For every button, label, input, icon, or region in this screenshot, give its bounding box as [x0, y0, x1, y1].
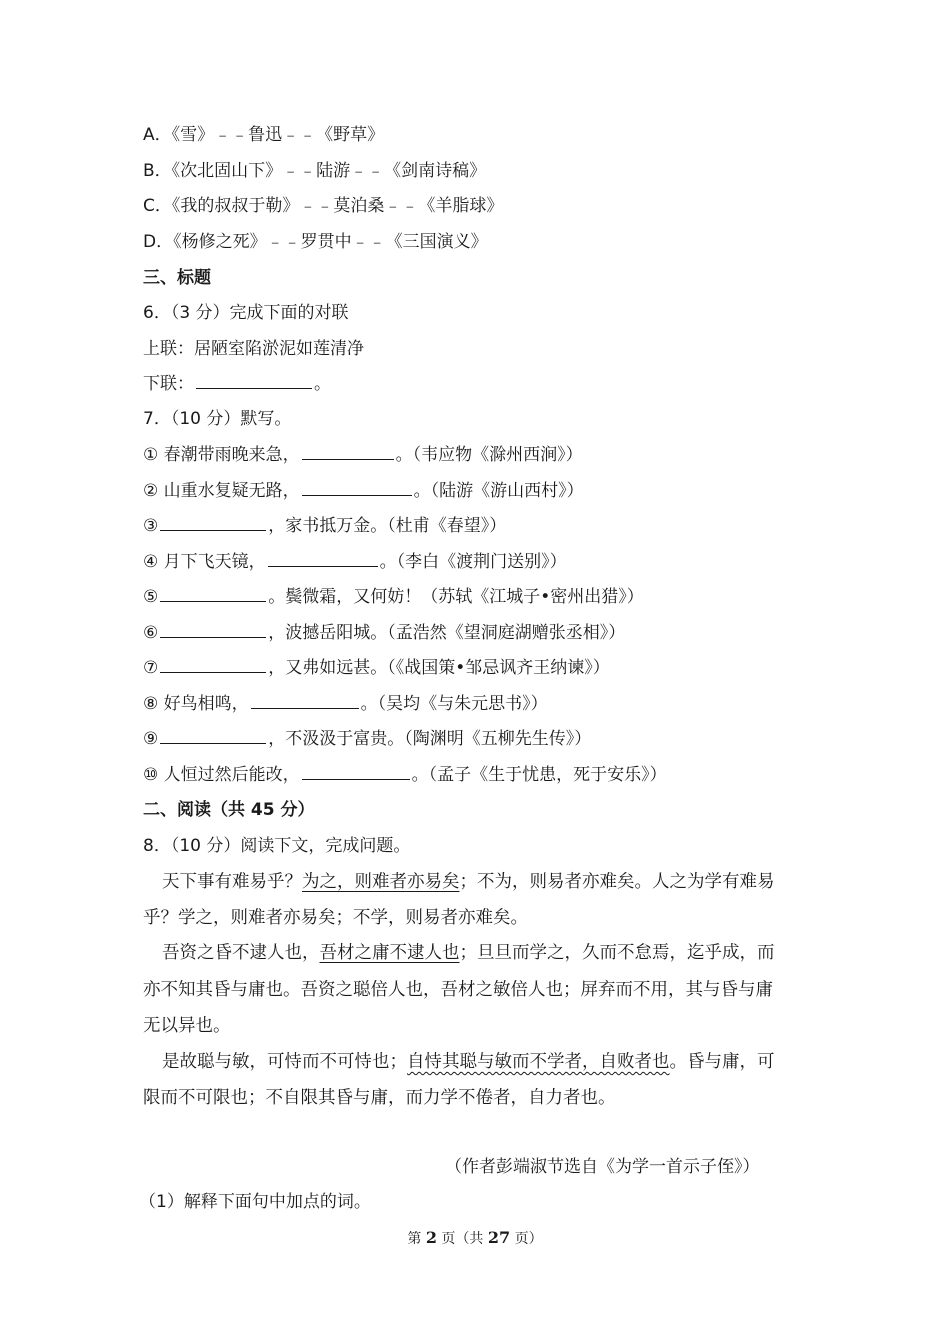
q7-item-post: 。（孟子《生于忧患，死于安乐》）	[411, 765, 667, 785]
q7-item-pre: ③	[143, 516, 159, 536]
passage-source: （作者彭端淑节选自《为学一首示子侄》）	[445, 1157, 760, 1177]
total-pages: 27	[487, 1228, 511, 1247]
q7-item-post: ，又弗如远甚。（《战国策•邹忌讽齐王纳谏》）	[268, 658, 610, 678]
q7-blank[interactable]	[268, 550, 378, 567]
q7-item-pre: ⑤	[143, 587, 159, 607]
passage-text: ；不为，则易者亦难矣。人之为学有难易	[459, 872, 775, 892]
passage-text: 是故聪与敏，可恃而不可恃也；	[162, 1052, 407, 1072]
passage-text: 天下事有难易乎？	[162, 872, 302, 892]
footer-text: 第	[407, 1231, 426, 1247]
q6-stem: 6．（3 分）完成下面的对联	[143, 303, 349, 323]
q7-item-pre: ⑨	[143, 729, 159, 749]
q7-item-post: 。（吴均《与朱元思书》）	[360, 694, 548, 714]
q7-item	[143, 621, 625, 645]
q8-subquestion-1: （1）解释下面句中加点的词。	[139, 1192, 371, 1212]
q6-lower-prefix: 下联：	[143, 374, 194, 394]
q7-item-post: 。（李白《渡荆门送别》）	[379, 552, 567, 572]
q7-blank[interactable]	[302, 479, 412, 496]
q7-stem: 7．（10 分）默写。	[143, 409, 292, 429]
q7-item	[143, 692, 548, 716]
q7-item-pre: ② 山重水复疑无路，	[143, 481, 300, 501]
q7-blank[interactable]	[251, 692, 359, 709]
q7-blank[interactable]	[160, 621, 266, 638]
q7-item	[143, 443, 583, 467]
passage-line: 无以异也。	[143, 1016, 231, 1036]
wavy-underlined-sentence: 自恃其聪与敏而不学者，自败者也	[407, 1052, 670, 1072]
q7-item	[143, 763, 667, 787]
q7-item-pre: ⑥	[143, 623, 159, 643]
page-footer	[0, 1228, 950, 1249]
passage-line: 限而不可限也；不自限其昏与庸，而力学不倦者，自力者也。	[143, 1088, 616, 1108]
passage-line: 亦不知其昏与庸也。吾资之聪倍人也，吾材之敏倍人也；屏弃而不用，其与昏与庸	[143, 980, 773, 1000]
option-a: A．《雪》﹣﹣鲁迅﹣﹣《野草》	[143, 125, 385, 145]
q6-upper-couplet: 上联：居陋室陷淤泥如莲清净	[143, 339, 364, 359]
q7-item-post: ，不汲汲于富贵。（陶渊明《五柳先生传》）	[268, 729, 592, 749]
underlined-sentence: 吾材之庸不逮人也	[319, 943, 460, 963]
q7-item	[143, 656, 610, 680]
q7-item	[143, 550, 567, 574]
passage-line	[162, 1050, 775, 1074]
passage-text: ；旦旦而学之，久而不怠焉，迄乎成，而	[459, 943, 775, 963]
q7-item-post: ，家书抵万金。（杜甫《春望》）	[268, 516, 507, 536]
option-b: B．《次北固山下》﹣﹣陆游﹣﹣《剑南诗稿》	[143, 161, 487, 181]
q7-item-pre: ⑧ 好鸟相鸣，	[143, 694, 249, 714]
q7-blank[interactable]	[160, 656, 266, 673]
passage-line	[162, 941, 775, 965]
q7-blank[interactable]	[160, 514, 266, 531]
q7-item	[143, 514, 506, 538]
section-2-heading: 二、阅读（共 45 分）	[143, 800, 315, 820]
q7-item-post: ，波撼岳阳城。（孟浩然《望洞庭湖赠张丞相》）	[268, 623, 626, 643]
footer-text: 页）	[510, 1231, 543, 1247]
q7-item	[143, 727, 591, 751]
q6-lower-suffix: 。	[314, 374, 331, 394]
q7-item-post: 。（韦应物《滁州西涧》）	[395, 445, 583, 465]
q7-item	[143, 479, 584, 503]
q7-blank[interactable]	[160, 585, 266, 602]
q7-item	[143, 585, 644, 609]
q7-item-pre: ⑩ 人恒过然后能改，	[143, 765, 300, 785]
q6-answer-blank[interactable]	[196, 372, 312, 389]
option-c: C．《我的叔叔于勒》﹣﹣莫泊桑﹣﹣《羊脂球》	[143, 196, 504, 216]
passage-text: 。昏与庸，可	[669, 1052, 775, 1072]
option-d: D．《杨修之死》﹣﹣罗贯中﹣﹣《三国演义》	[143, 232, 488, 252]
q7-item-post: 。鬓微霜，又何妨！（苏轼《江城子•密州出猎》）	[268, 587, 644, 607]
q8-stem: 8．（10 分）阅读下文，完成问题。	[143, 836, 411, 856]
page-number: 2	[425, 1228, 437, 1247]
underlined-sentence: 为之，则难者亦易矣	[302, 872, 460, 892]
passage-line	[162, 870, 775, 894]
q6-lower-couplet	[143, 372, 331, 396]
q7-item-pre: ⑦	[143, 658, 159, 678]
passage-line: 乎？学之，则难者亦易矣；不学，则易者亦难矣。	[143, 908, 528, 928]
q7-item-pre: ④ 月下飞天镜，	[143, 552, 266, 572]
passage-text: 吾资之昏不逮人也，	[162, 943, 320, 963]
q7-item-pre: ① 春潮带雨晚来急，	[143, 445, 300, 465]
q7-blank[interactable]	[160, 727, 266, 744]
q7-item-post: 。（陆游《游山西村》）	[413, 481, 584, 501]
footer-text: 页（共	[436, 1231, 488, 1247]
section-3-heading: 三、标题	[143, 268, 211, 288]
q7-blank[interactable]	[302, 443, 394, 460]
q7-blank[interactable]	[302, 763, 410, 780]
